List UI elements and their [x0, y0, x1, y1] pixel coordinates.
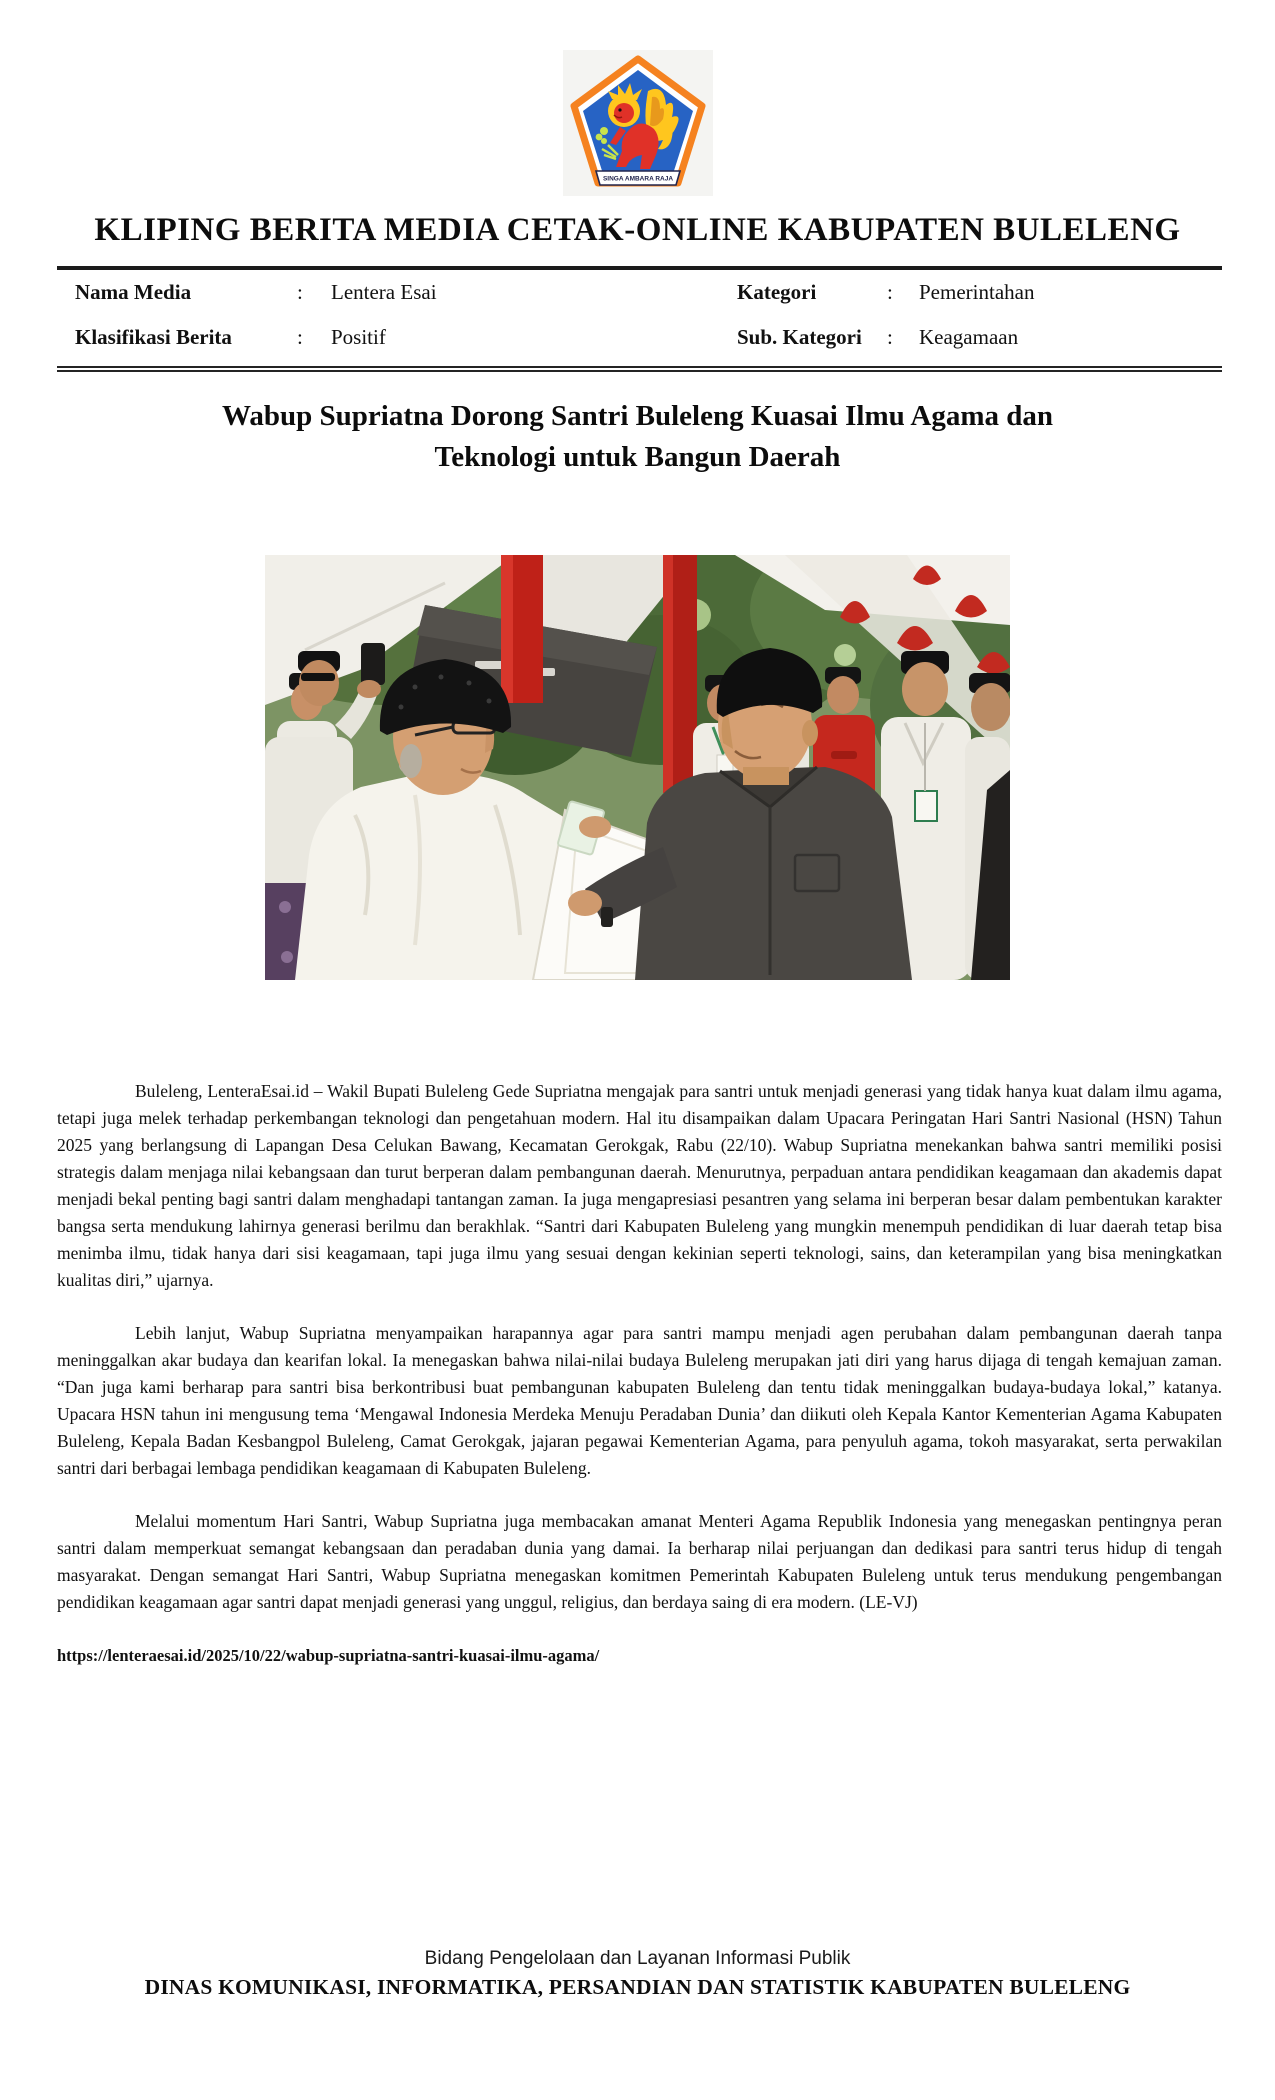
- page-title: KLIPING BERITA MEDIA CETAK-ONLINE KABUPATEN BULELENG: [94, 212, 1181, 248]
- colon-separator: :: [297, 280, 303, 304]
- kategori-label: Kategori: [737, 280, 817, 304]
- sub-kategori-value: Keagamaan: [919, 325, 1019, 349]
- nama-media-value: Lentera Esai: [331, 280, 437, 304]
- klasifikasi-value: Positif: [331, 325, 386, 349]
- nama-media-label: Nama Media: [75, 280, 192, 304]
- footer-division-name: Bidang Pengelolaan dan Layanan Informasi Publik: [424, 1948, 851, 1969]
- colon-separator: :: [887, 325, 893, 349]
- colon-separator: :: [297, 325, 303, 349]
- paragraph-1: Buleleng, LenteraEsai.id – Wakil Bupati Buleleng Gede Supriatna mengajak para santri untuk menjadi generasi yang tidak hanya kuat dalam ilmu agama, tetapi juga melek terhadap perkembangan teknologi dan pengetahuan modern. Hal itu disampaikan dalam Upacara Peringatan Hari Santri Nasional (HSN) Tahun 2025 yang berlangsung di Lapangan Desa Celukan Bawang, Kecamatan Gerokgak, Rabu (22/10). Wabup Supriatna menekankan bahwa santri memiliki posisi strategis dalam menjaga nilai kebangsaan dan turut berperan dalam pembangunan daerah. Menurutnya, perpaduan antara pendidikan keagamaan dan akademis dapat menjadi bekal penting bagi santri dalam menghadapi tantangan zaman. Ia juga mengapresiasi pesantren yang selama ini berperan besar dalam pembentukan karakter bangsa serta mendukung lahirnya generasi berilmu dan berakhlak. “Santri dari Kabupaten Buleleng yang mungkin menempuh pendidikan di luar daerah tetap bisa menimba ilmu, tidak hanya dari sisi keagamaan, tapi juga ilmu yang sesuai dengan kekinian seperti teknologi, sains, dan keterampilan yang bisa meningkatkan kualitas diri,” ujarnya.: [57, 1081, 1222, 1290]
- buleleng-coat-of-arms-logo: [563, 50, 713, 196]
- headline-line-2: Teknologi untuk Bangun Daerah: [434, 441, 841, 473]
- metadata-divider: [57, 366, 1222, 372]
- source-url[interactable]: https://lenteraesai.id/2025/10/22/wabup-supriatna-santri-kuasai-ilmu-agama/: [57, 1646, 600, 1665]
- header-divider: [57, 266, 1222, 270]
- article-photo: [265, 555, 1010, 980]
- kategori-value: Pemerintahan: [919, 280, 1035, 304]
- sub-kategori-label: Sub. Kategori: [737, 325, 862, 349]
- colon-separator: :: [887, 280, 893, 304]
- paragraph-3: Melalui momentum Hari Santri, Wabup Supriatna juga membacakan amanat Menteri Agama Republik Indonesia yang menegaskan pentingnya peran santri dalam memperkuat semangat kebangsaan dan peradaban dunia yang damai. Ia berharap nilai perjuangan dan dedikasi para santri terus hidup di tengah masyarakat. Dengan semangat Hari Santri, Wabup Supriatna menegaskan komitmen Pemerintah Kabupaten Buleleng untuk terus mendukung pengembangan pendidikan keagamaan agar santri dapat menjadi generasi yang unggul, religius, dan berdaya saing di era modern. (LE-VJ): [57, 1511, 1222, 1612]
- metadata-row-1: [57, 280, 1222, 325]
- klasifikasi-label: Klasifikasi Berita: [75, 325, 232, 349]
- headline-line-1: Wabup Supriatna Dorong Santri Buleleng Kuasai Ilmu Agama dan: [221, 400, 1054, 432]
- page-footer: [0, 1948, 1275, 2000]
- article-headline: [0, 396, 1275, 478]
- metadata-table: [57, 280, 1222, 370]
- logo-banner-text: SINGA AMBARA RAJA: [602, 175, 673, 183]
- pentagon-crest-icon: [568, 53, 708, 193]
- paragraph-2: Lebih lanjut, Wabup Supriatna menyampaikan harapannya agar para santri mampu menjadi agen perubahan dalam pembangunan daerah tanpa meninggalkan akar budaya dan kearifan lokal. Ia menegaskan bahwa nilai-nilai budaya Buleleng merupakan jati diri yang harus dijaga di tengah kemajuan zaman. “Dan juga kami berharap para santri bisa berkontribusi buat pembangunan kabupaten Buleleng dan tentu tidak meninggalkan budaya-budaya lokal,” katanya. Upacara HSN tahun ini mengusung tema ‘Mengawal Indonesia Merdeka Menuju Peradaban Dunia’ dan diikuti oleh Kepala Kantor Kementerian Agama Kabupaten Buleleng, Kepala Badan Kesbangpol Buleleng, Camat Gerokgak, jajaran pegawai Kementerian Agama, para penyuluh agama, tokoh masyarakat, serta perwakilan santri dari berbagai lembaga pendidikan keagamaan di Kabupaten Buleleng.: [57, 1323, 1222, 1478]
- footer-agency-name: DINAS KOMUNIKASI, INFORMATIKA, PERSANDIAN DAN STATISTIK KABUPATEN BULELENG: [144, 1975, 1131, 1999]
- metadata-row-2: [57, 325, 1222, 370]
- article-body: [57, 1078, 1222, 1695]
